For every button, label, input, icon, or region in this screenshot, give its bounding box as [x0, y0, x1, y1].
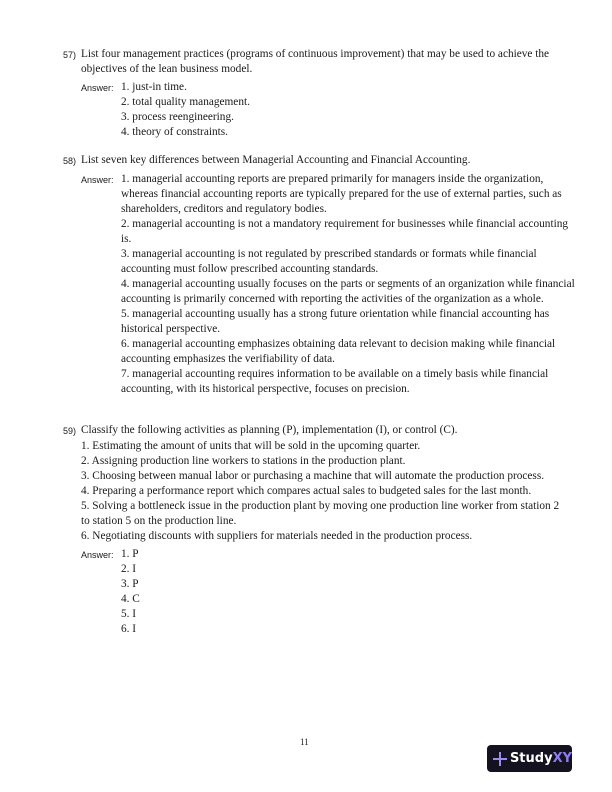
answer-item: 1. managerial accounting reports are prepared primarily for managers inside the organization, whereas financial accounting reports are typically prepared for the use of external parties, such as shareholders, creditors and regulatory bodies.: [121, 173, 562, 215]
question-text: List four management practices (programs of continuous improvement) that may be used to achieve the objectives of the lean business model.: [81, 48, 550, 75]
answer-item: 3. managerial accounting is not regulated by prescribed standards or formats while financial accounting must follow prescribed accounting standards.: [121, 248, 537, 275]
answer-item: 2. total quality management.: [121, 96, 250, 108]
activity-list: [81, 439, 561, 544]
answer-item: 6. I: [121, 623, 137, 635]
answer-label: Answer:: [81, 175, 114, 185]
question-number: 58): [63, 156, 77, 166]
answer-item: 5. managerial accounting usually has a strong future orientation while financial accounting has historical perspective.: [121, 308, 550, 335]
brand-accent: XY: [552, 751, 572, 766]
answer-label: Answer:: [81, 550, 114, 560]
question-number: 59): [63, 426, 77, 436]
answer-item: 2. I: [121, 563, 137, 575]
question-57: [63, 47, 612, 140]
answer-item: 1. just-in time.: [121, 81, 187, 93]
answer-block: [63, 80, 612, 140]
activity-item: 2. Assigning production line workers to stations in the production plant.: [81, 455, 406, 467]
answer-block: [63, 172, 612, 397]
answer-item: 4. C: [121, 593, 140, 605]
activity-item: 6. Negotiating discounts with suppliers for materials needed in the production process.: [81, 530, 473, 542]
question-58: [63, 153, 612, 397]
page-number: 11: [300, 737, 309, 747]
answer-item: 4. theory of constraints.: [121, 126, 228, 138]
answer-label: Answer:: [81, 83, 114, 93]
activity-item: 5. Solving a bottleneck issue in the production plant by moving one production line worker from station 2 to station 5 on the production line.: [81, 500, 560, 527]
answer-item: 7. managerial accounting requires information to be available on a timely basis while financial accounting, with its historical perspective, focuses on precision.: [121, 368, 549, 395]
answer-item: 5. I: [121, 608, 137, 620]
question-text: Classify the following activities as planning (P), implementation (I), or control (C).: [81, 424, 458, 436]
answer-item: 6. managerial accounting emphasizes obtaining data relevant to decision making while financial accounting emphasizes the verifiability of data.: [121, 338, 556, 365]
answer-item: 2. managerial accounting is not a mandatory requirement for businesses while financial accounting is.: [121, 218, 569, 245]
answer-item: 3. P: [121, 578, 139, 590]
question-59: [63, 423, 612, 637]
answer-item: 3. process reengineering.: [121, 111, 234, 123]
question-text: List seven key differences between Managerial Accounting and Financial Accounting.: [81, 154, 471, 166]
activity-item: 4. Preparing a performance report which compares actual sales to budgeted sales for the last month.: [81, 485, 532, 497]
answer-item: 1. P: [121, 548, 139, 560]
plus-icon: [493, 752, 505, 766]
studyxy-badge[interactable]: [487, 745, 572, 772]
activity-item: 1. Estimating the amount of units that will be sold in the upcoming quarter.: [81, 440, 421, 452]
question-number: 57): [63, 50, 77, 60]
activity-item: 3. Choosing between manual labor or purchasing a machine that will automate the production process.: [81, 470, 545, 482]
answer-item: 4. managerial accounting usually focuses on the parts or segments of an organization while financial accounting is primarily concerned with reporting the activities of the organization as a whole.: [121, 278, 575, 305]
brand-main: Study: [509, 751, 553, 766]
answer-block: [63, 547, 612, 637]
